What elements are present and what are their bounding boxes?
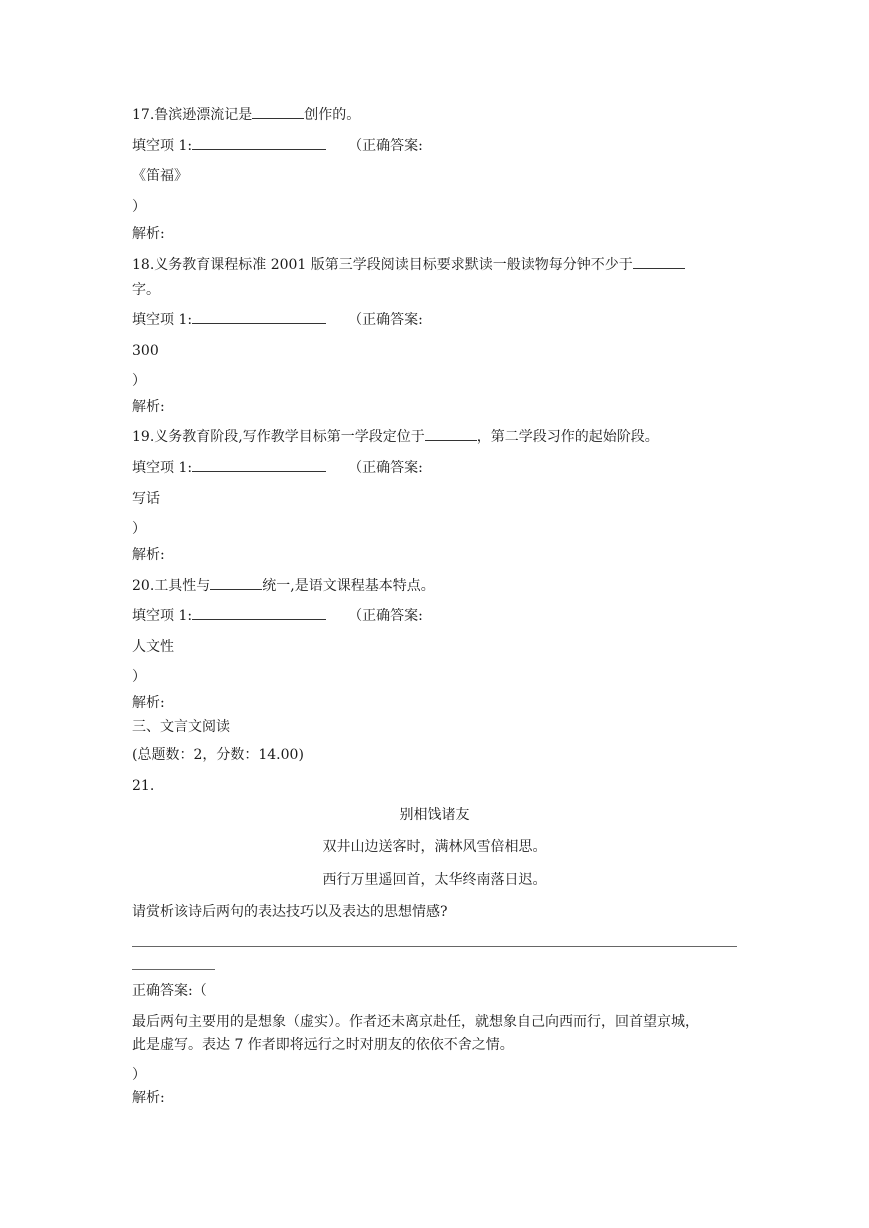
question-21-answer-line-2: 此是虚写。表达 7 作者即将远行之时对朋友的依依不舍之情。 xyxy=(132,1037,514,1053)
answer-close: ） xyxy=(132,199,146,215)
answer-open: （正确答案: xyxy=(348,138,423,154)
question-21-prompt: 请赏析该诗后两句的表达技巧以及表达的思想情感? xyxy=(132,904,448,920)
answer-line[interactable] xyxy=(132,946,737,947)
question-21-analysis: 解析: xyxy=(132,1090,165,1106)
answer-line[interactable] xyxy=(132,969,215,970)
fill-blank[interactable] xyxy=(192,607,326,620)
section-summary: (总题数：2，分数：14.00) xyxy=(132,747,304,763)
fill-blank[interactable] xyxy=(192,459,326,472)
answer-blank xyxy=(210,577,262,590)
question-stem-text: ，第二学段习作的起始阶段。 xyxy=(476,429,659,445)
poem-line-1: 双井山边送客时，满林风雪倍相思。 xyxy=(322,839,547,855)
question-20-analysis: 解析: xyxy=(132,695,165,711)
question-stem-text: 20.工具性与 xyxy=(132,578,211,594)
question-20-fill-row xyxy=(132,607,423,625)
question-20-answer: 人文性 xyxy=(132,639,174,655)
question-20-stem xyxy=(132,577,435,595)
question-18-stem-line2: 字。 xyxy=(132,282,160,298)
question-18-analysis: 解析: xyxy=(132,399,165,415)
answer-close: ） xyxy=(132,1067,146,1083)
answer-blank xyxy=(252,106,304,119)
question-21-answer-open: 正确答案:（ xyxy=(132,983,207,999)
question-21-answer-line-1: 最后两句主要用的是想象（虚实）。作者还未离京赴任，就想象自己向西而行，回首望京城， xyxy=(132,1014,699,1030)
question-19-fill-row xyxy=(132,459,423,477)
question-21-number: 21. xyxy=(132,778,155,794)
fill-label: 填空项 1: xyxy=(132,460,193,476)
fill-label: 填空项 1: xyxy=(132,312,193,328)
fill-label: 填空项 1: xyxy=(132,608,193,624)
question-19-analysis: 解析: xyxy=(132,547,165,563)
question-18-fill-row xyxy=(132,311,423,329)
question-stem-text: 统一,是语文课程基本特点。 xyxy=(262,578,435,594)
fill-blank[interactable] xyxy=(192,137,326,150)
question-17-analysis: 解析: xyxy=(132,226,165,242)
answer-blank xyxy=(633,256,685,269)
question-19-stem xyxy=(132,428,659,446)
answer-open: （正确答案: xyxy=(348,460,423,476)
question-stem-text: 18.义务教育课程标准 2001 版第三学段阅读目标要求默读一般读物每分钟不少于 xyxy=(132,257,633,273)
question-stem-text: 创作的。 xyxy=(304,107,361,123)
answer-open: （正确答案: xyxy=(348,608,423,624)
answer-open: （正确答案: xyxy=(348,312,423,328)
question-17-stem xyxy=(132,106,360,124)
fill-label: 填空项 1: xyxy=(132,138,193,154)
poem-title: 别相饯诸友 xyxy=(399,807,470,823)
question-18-answer: 300 xyxy=(132,343,159,359)
poem-line-2: 西行万里遥回首，太华终南落日迟。 xyxy=(322,872,547,888)
question-19-answer: 写话 xyxy=(132,491,160,507)
section-heading: 三、文言文阅读 xyxy=(132,719,230,735)
answer-close: ） xyxy=(132,521,146,537)
answer-blank xyxy=(425,428,477,441)
question-stem-text: 17.鲁滨逊漂流记是 xyxy=(132,107,253,123)
answer-close: ） xyxy=(132,669,146,685)
fill-blank[interactable] xyxy=(192,311,326,324)
question-17-fill-row xyxy=(132,137,423,155)
question-stem-text: 19.义务教育阶段,写作教学目标第一学段定位于 xyxy=(132,429,425,445)
question-18-stem xyxy=(132,256,685,274)
answer-close: ） xyxy=(132,373,146,389)
question-17-answer: 《笛福》 xyxy=(132,168,188,184)
